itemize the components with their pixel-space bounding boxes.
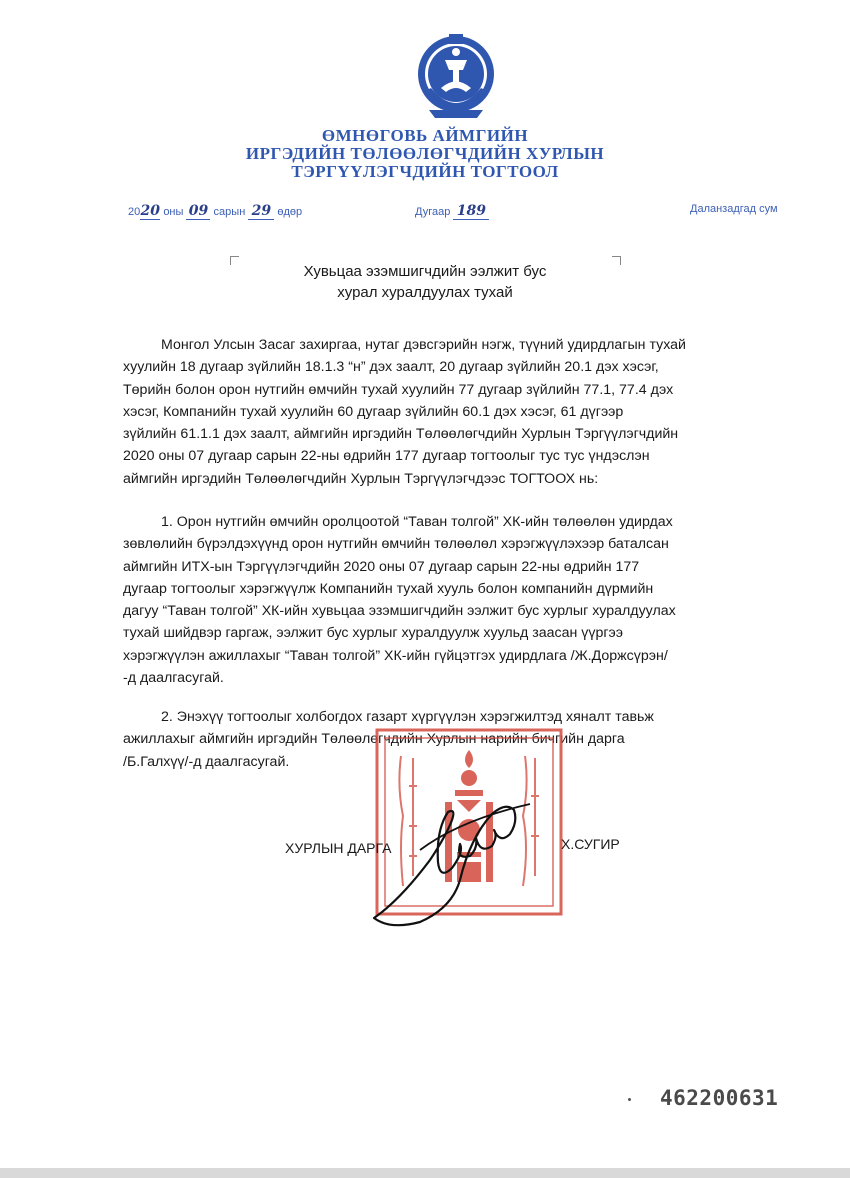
paragraph-line: зүйлийн 61.1.1 дэх заалт, аймгийн иргэдийн Төлөөлөгчдийн Хурлын Тэргүүлэгчдийн bbox=[123, 426, 679, 443]
document-date bbox=[128, 203, 302, 220]
paragraph-line: хэсэг, Компанийн тухай хуулийн 60 дугаар зүйлийн 60.1 дэх хэсэг, 61 дүгээр bbox=[123, 403, 624, 420]
header-line-2: ИРГЭДИЙН ТӨЛӨӨЛӨГЧДИЙН ХУРЛЫН bbox=[245, 144, 605, 163]
day-value: 29 bbox=[248, 203, 274, 220]
scan-edge bbox=[0, 1168, 850, 1178]
day-label: өдөр bbox=[277, 206, 303, 218]
scan-dot bbox=[628, 1098, 631, 1101]
paragraph-line: Төрийн болон орон нутгийн өмчийн тухай хуулийн 77 дугаар зүйлийн 77.1, 77.4 дэх bbox=[123, 381, 674, 398]
paragraph-line: -д даалгасугай. bbox=[123, 670, 224, 687]
serial-number: 462200631 bbox=[660, 1086, 779, 1110]
handwritten-signature bbox=[360, 790, 540, 930]
subject-line-2: хурал хуралдуулах тухай bbox=[337, 284, 513, 301]
paragraph-line: аймгийн иргэдийн Төлөөлөгчдийн Хурлын Тэргүүлэгчдээс ТОГТООХ нь: bbox=[123, 470, 599, 487]
preamble-paragraph bbox=[123, 334, 783, 490]
paragraph-line: 2020 оны 07 дугаар сарын 22-ны өдрийн 177 дугаар тогтоолыг тус тус үндэслэн bbox=[123, 448, 650, 465]
month-value: 09 bbox=[186, 203, 210, 220]
chair-name: Х.СУГИР bbox=[561, 836, 620, 852]
paragraph-line: дугаар тогтоолыг хэрэгжүүлж Компанийн тухай хууль болон компанийн дүрмийн bbox=[123, 580, 654, 597]
header-line-3: ТЭРГҮҮЛЭГЧДИЙН ТОГТООЛ bbox=[291, 162, 559, 181]
paragraph-line: аймгийн ИТХ-ын Тэргүүлэгчдийн 2020 оны 07 дугаар сарын 22-ны өдрийн 177 bbox=[123, 558, 640, 575]
paragraph-line: тухай шийдвэр гаргаж, ээлжит бус хурлыг хуралдуулж хуульд заасан үүргээ bbox=[123, 625, 624, 642]
paragraph-line: дагуу “Таван толгой” ХК-ийн хувьцаа эзэмшигчдийн ээлжит бус хурлыг хуралдуулах bbox=[123, 603, 676, 620]
month-label: сарын bbox=[213, 206, 246, 218]
paragraph-line: хэрэгжүүлэн ажиллахыг “Таван толгой” ХК-ийн гүйцэтгэх удирдлага /Ж.Доржсүрэн/ bbox=[123, 647, 668, 664]
paragraph-line: /Б.Галхүү/-д даалгасугай. bbox=[123, 753, 290, 770]
resolution-item-1 bbox=[123, 511, 783, 689]
document-number bbox=[415, 203, 489, 220]
paragraph-line: 1. Орон нутгийн өмчийн оролцоотой “Таван толгой” ХК-ийн төлөөлөн удирдах bbox=[161, 514, 673, 530]
number-label: Дугаар bbox=[415, 206, 451, 218]
state-emblem-icon bbox=[411, 30, 501, 130]
year-prefix: 20 bbox=[128, 206, 141, 218]
number-value: 189 bbox=[453, 203, 489, 220]
subject-line-1: Хувьцаа эзэмшигчдийн ээлжит бус bbox=[303, 263, 547, 280]
paragraph-line: Монгол Улсын Засаг захиргаа, нутаг дэвсгэрийн нэгж, түүний удирдлагын тухай bbox=[161, 337, 686, 353]
paragraph-line: хуулийн 18 дугаар зүйлийн 18.1.3 “н” дэх заалт, 20 дугаар зүйлийн 20.1 дэх хэсэг, bbox=[123, 359, 659, 376]
paragraph-line: ажиллахыг аймгийн иргэдийн Төлөөлөгчдийн Хурлын нарийн бичгийн дарга bbox=[123, 731, 625, 748]
chair-title: ХУРЛЫН ДАРГА bbox=[285, 840, 392, 856]
header-line-1: ӨМНӨГОВЬ АЙМГИЙН bbox=[321, 126, 529, 145]
year-label: оны bbox=[163, 206, 184, 218]
year-suffix: 20 bbox=[140, 203, 160, 219]
paragraph-line: 2. Энэхүү тогтоолыг холбогдох газарт хүргүүлэн хэрэгжилтэд хяналт тавьж bbox=[161, 709, 654, 725]
document-place: Даланзадгад сум bbox=[690, 203, 778, 215]
paragraph-line: зөвлөлийн бүрэлдэхүүнд орон нутгийн өмчийн төлөөлөл хэрэгжүүлэхээр баталсан bbox=[123, 536, 669, 553]
